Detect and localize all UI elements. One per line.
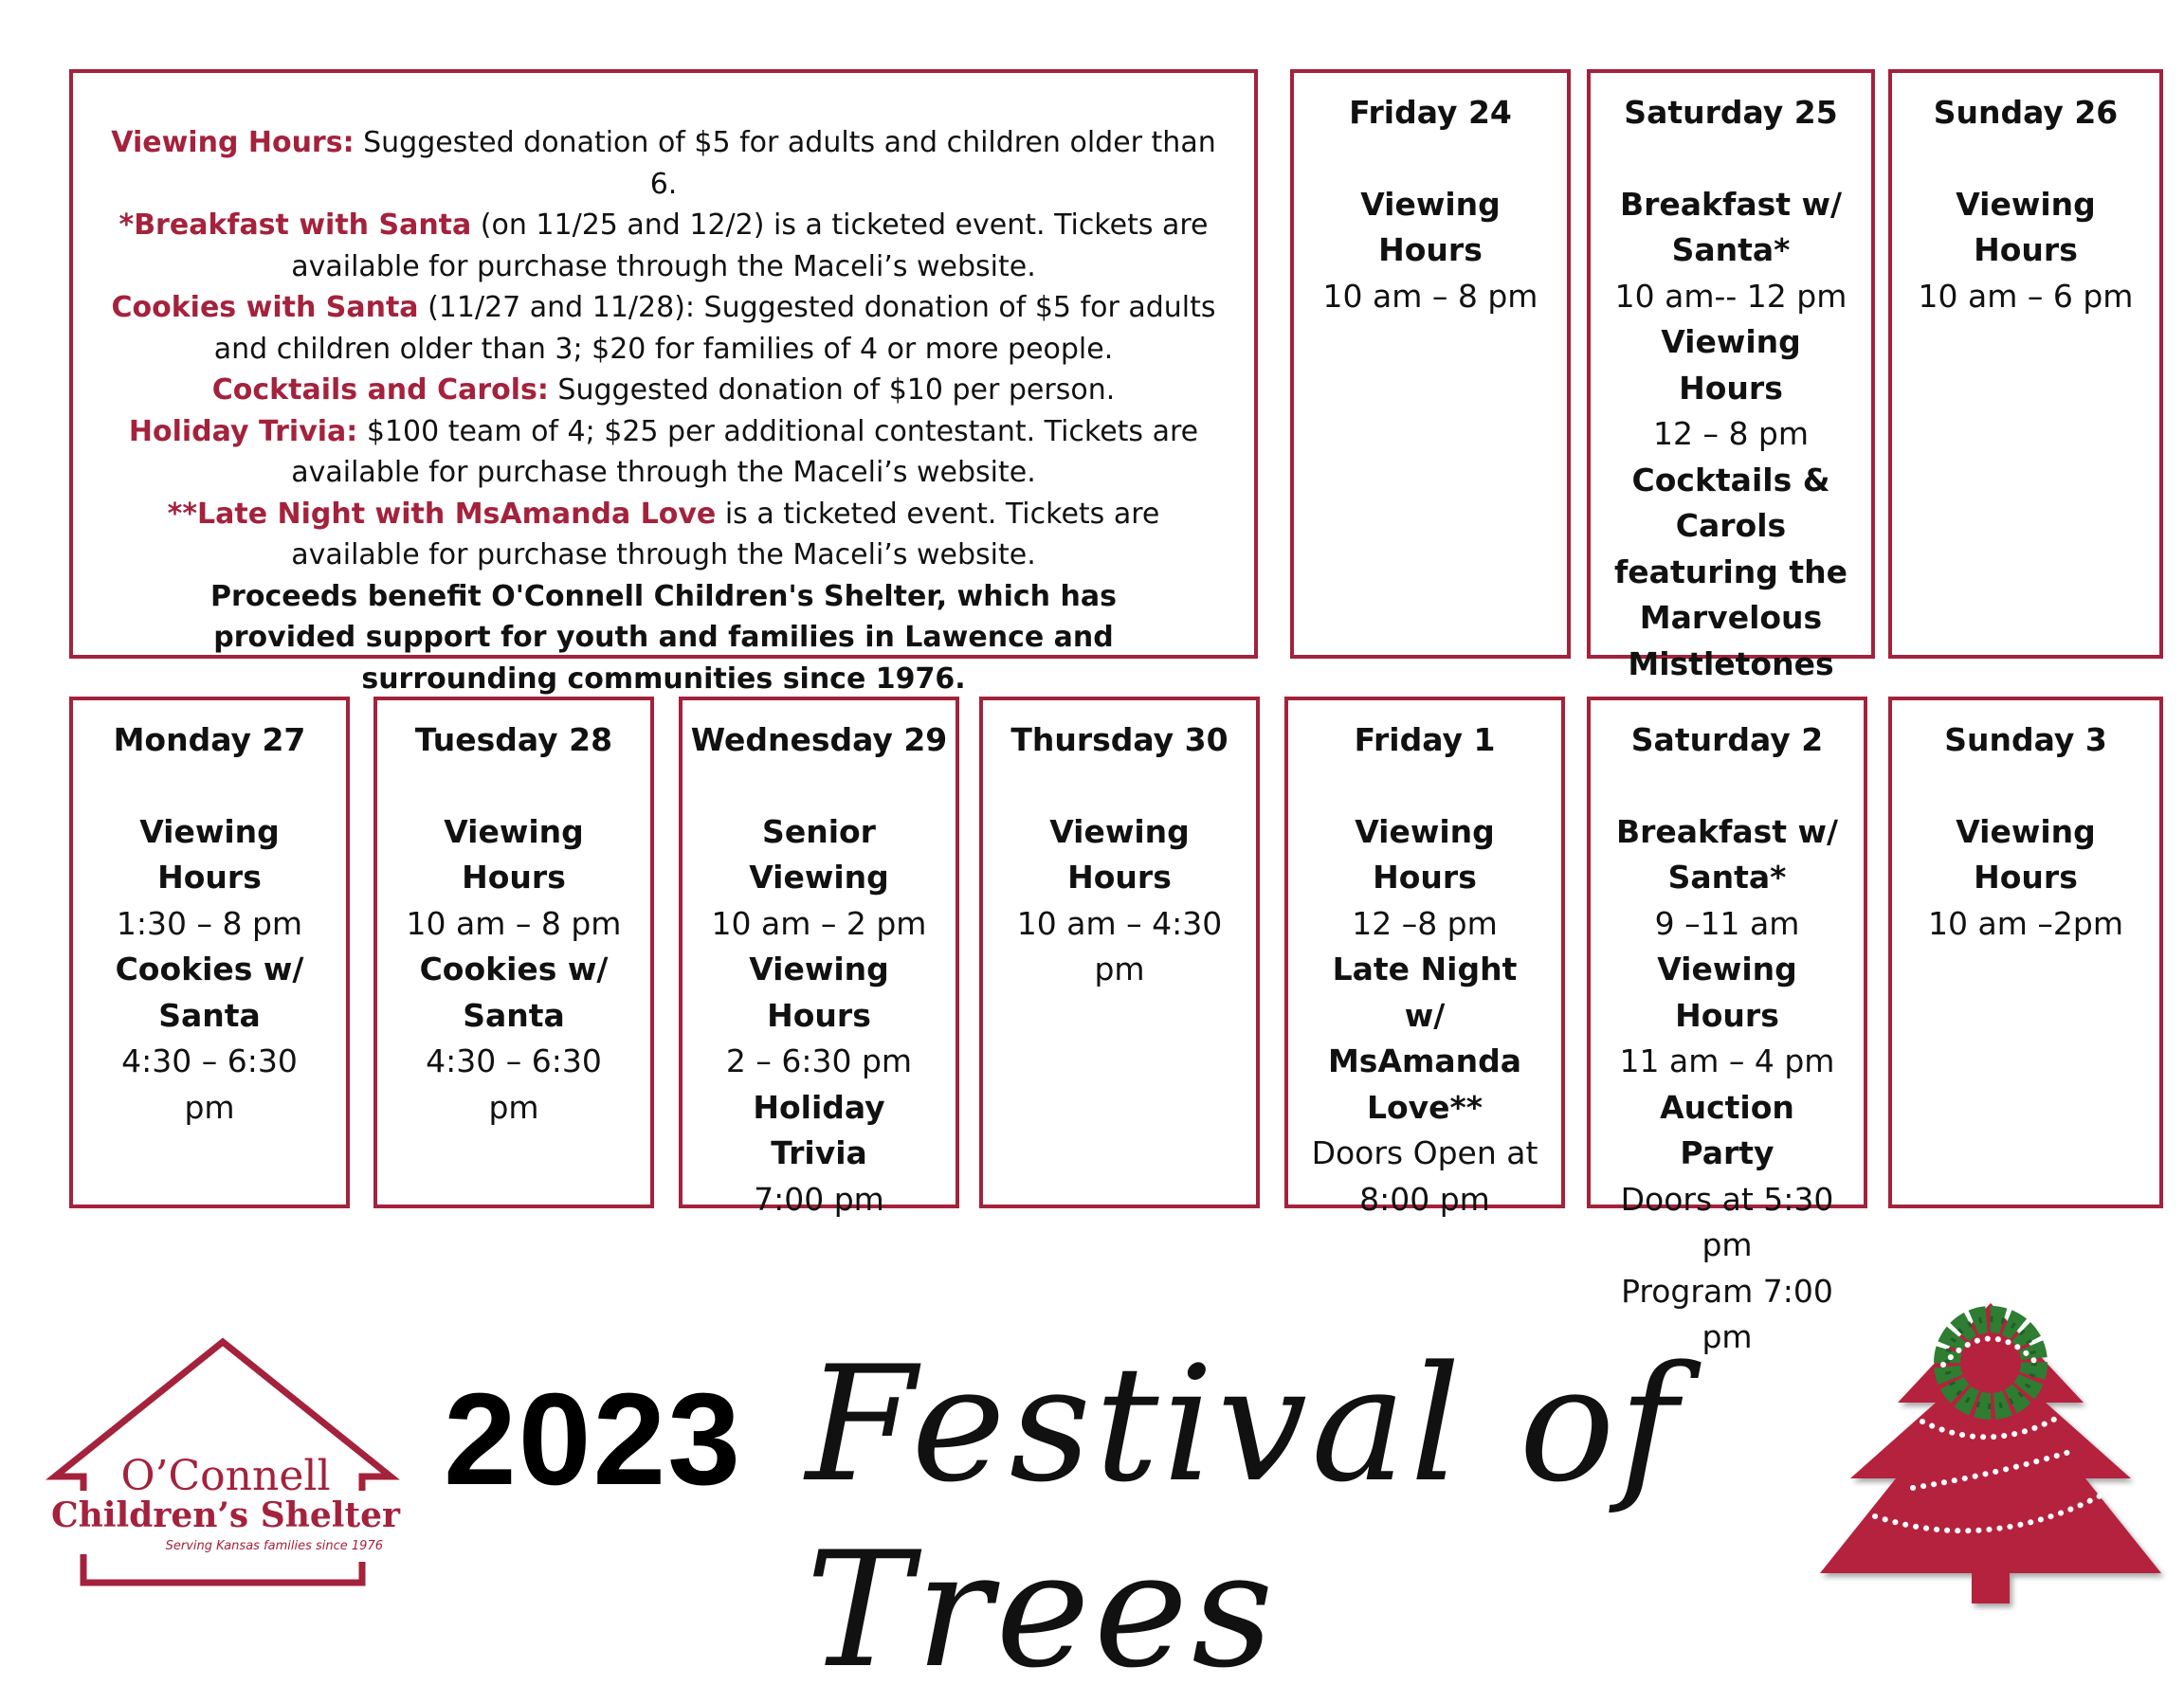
event-name: Viewing Hours <box>444 812 584 896</box>
event-time: 1:30 – 8 pm <box>116 904 303 942</box>
info-proceeds: Proceeds benefit O'Connell Children's Shelter, which has provided support for youth and families in Lawence and surrounding communities since 1976. <box>210 579 1117 696</box>
day-card <box>1587 697 1867 1355</box>
logo-name-line2: Children’s Shelter <box>51 1495 400 1535</box>
day-title: Friday 24 <box>1349 94 1512 131</box>
event-name: Viewing Hours <box>1360 185 1501 268</box>
title-script: Festival of Trees <box>806 1332 1682 1703</box>
day-title: Sunday 3 <box>1944 721 2107 758</box>
event-time: Program 7:00 pm <box>1621 1272 1833 1355</box>
event-time: Doors Open at 8:00 pm <box>1311 1134 1538 1218</box>
event-name: Viewing Hours <box>1049 812 1190 896</box>
event-name: Viewing Hours <box>1661 323 1801 407</box>
event-name: Holiday Trivia <box>753 1088 885 1171</box>
event-name: Viewing Hours <box>1657 951 1797 1034</box>
logo-name-line1: O’Connell <box>120 1452 331 1500</box>
christmas-tree-icon <box>1801 1298 2180 1611</box>
day-card <box>1888 69 2163 659</box>
info-line-late-night: **Late Night with MsAmanda Love is a ticketed event. Tickets are available for purchase through the Maceli’s website. <box>167 497 1160 571</box>
day-card <box>1587 69 1875 682</box>
oconnell-logo <box>46 1334 406 1590</box>
day-card <box>373 697 654 1208</box>
info-line-cookies: Cookies with Santa (11/27 and 11/28): Suggested donation of $5 for adults and children older than 3; $20 for families of 4 or more people. <box>111 291 1216 366</box>
event-time: 7:00 pm <box>754 1180 884 1218</box>
day-title: Tuesday 28 <box>414 721 613 758</box>
event-time: 12 – 8 pm <box>1652 415 1810 452</box>
info-line-trivia: Holiday Trivia: $100 team of 4; $25 per additional contestant. Tickets are available for purchase through the Maceli’s website. <box>128 414 1199 489</box>
event-time: 10 am – 8 pm <box>1322 277 1538 315</box>
event-time: 10 am – 6 pm <box>1918 277 2134 315</box>
day-title: Thursday 30 <box>1010 721 1228 758</box>
event-time: 10 am – 2 pm <box>711 904 927 942</box>
day-card <box>1284 697 1565 1218</box>
event-time: 11 am – 4 pm <box>1619 1042 1835 1079</box>
day-card <box>1290 69 1571 659</box>
day-title: Saturday 2 <box>1630 721 1824 758</box>
event-time: 10 am-- 12 pm <box>1614 277 1847 315</box>
event-time: 12 –8 pm <box>1352 904 1498 942</box>
event-name: Breakfast w/ Santa* <box>1615 812 1839 896</box>
event-time: 9 –11 am <box>1654 904 1800 942</box>
day-title: Monday 27 <box>113 721 306 758</box>
day-title: Friday 1 <box>1354 721 1496 758</box>
event-name: Cookies w/ Santa <box>419 951 609 1034</box>
day-card <box>69 697 350 1208</box>
event-name: Viewing Hours <box>1956 812 2096 896</box>
event-name: Late Night w/ MsAmanda Love** <box>1327 951 1522 1126</box>
event-name: Cookies w/ Santa <box>115 951 304 1034</box>
event-name: Viewing Hours <box>1355 812 1495 896</box>
day-title: Wednesday 29 <box>690 721 948 758</box>
day-title: Sunday 26 <box>1933 94 2119 131</box>
title-year: 2023 <box>444 1367 742 1513</box>
event-name: Breakfast w/ Santa* <box>1619 185 1843 268</box>
event-time: 4:30 – 6:30 pm <box>121 1042 298 1126</box>
event-time: 2 – 6:30 pm <box>725 1042 913 1079</box>
day-card <box>979 697 1260 1208</box>
event-time: 10 am – 8 pm <box>406 904 622 942</box>
day-card <box>1888 697 2163 1208</box>
day-card <box>679 697 959 1218</box>
day-title: Saturday 25 <box>1624 94 1838 131</box>
event-time: 10 am – 4:30 pm <box>1016 904 1223 987</box>
event-name: Senior Viewing <box>749 812 889 896</box>
event-name: Viewing Hours <box>1956 185 2096 268</box>
event-time: 10 am –2pm <box>1928 904 2123 942</box>
event-time: Doors at 5:30 pm <box>1620 1180 1834 1263</box>
event-name: Viewing Hours <box>749 951 889 1034</box>
event-time: 4:30 – 6:30 pm <box>426 1042 602 1126</box>
info-line-breakfast: *Breakfast with Santa (on 11/25 and 12/2) is a ticketed event. Tickets are available for purchase through the Maceli’s website. <box>118 208 1209 283</box>
event-name: Cocktails & Carols featuring the Marvelous Mistletones <box>1613 461 1848 682</box>
info-line-cocktails: Cocktails and Carols: Suggested donation of $10 per person. <box>211 373 1116 407</box>
info-line-viewing: Viewing Hours: Suggested donation of $5 for adults and children older than 6. <box>111 126 1216 201</box>
info-panel <box>69 69 1258 696</box>
event-name: Viewing Hours <box>139 812 280 896</box>
event-name: Auction Party <box>1660 1088 1794 1171</box>
logo-tagline: Serving Kansas families since 1976 <box>165 1539 383 1553</box>
